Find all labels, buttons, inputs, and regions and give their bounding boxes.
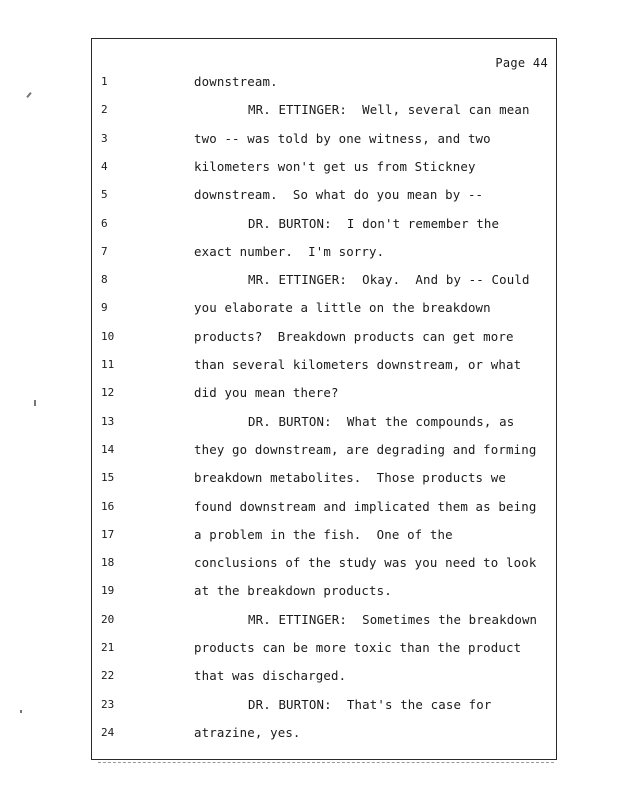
line-text: products? Breakdown products can get more xyxy=(194,328,514,344)
line-text: they go downstream, are degrading and forming xyxy=(194,441,537,457)
line-number: 13 xyxy=(101,414,115,428)
line-number: 20 xyxy=(101,612,115,626)
line-number: 10 xyxy=(101,329,115,343)
transcript-line xyxy=(92,440,556,460)
line-number: 15 xyxy=(101,471,115,485)
line-text: two -- was told by one witness, and two xyxy=(194,130,491,146)
line-text: breakdown metabolites. Those products we xyxy=(194,470,507,486)
line-text: at the breakdown products. xyxy=(194,583,392,599)
line-text: found downstream and implicated them as being xyxy=(194,498,537,514)
line-number: 14 xyxy=(101,442,115,456)
transcript-line xyxy=(92,157,556,177)
line-text: MR. ETTINGER: Sometimes the breakdown xyxy=(248,611,538,627)
scan-speckle xyxy=(20,710,22,713)
transcript-line xyxy=(92,298,556,318)
line-text: you elaborate a little on the breakdown xyxy=(194,300,491,316)
line-text: DR. BURTON: What the compounds, as xyxy=(248,413,515,429)
line-number: 7 xyxy=(101,244,108,258)
transcript-line xyxy=(92,666,556,686)
transcript-page xyxy=(91,38,557,760)
line-number: 21 xyxy=(101,641,115,654)
line-number: 2 xyxy=(101,103,108,117)
line-text: DR. BURTON: I don't remember the xyxy=(248,215,500,231)
transcript-line xyxy=(92,553,556,573)
transcript-line xyxy=(92,185,556,205)
line-text: downstream. xyxy=(194,74,278,89)
line-number: 5 xyxy=(101,188,108,202)
line-text: downstream. So what do you mean by -- xyxy=(194,187,484,203)
line-number: 4 xyxy=(101,159,108,173)
line-text: that was discharged. xyxy=(194,668,347,684)
line-number: 9 xyxy=(101,301,108,315)
scan-speckle xyxy=(26,92,31,98)
transcript-line xyxy=(92,581,556,601)
line-number: 8 xyxy=(101,273,108,287)
line-number: 3 xyxy=(101,131,108,145)
line-number: 12 xyxy=(101,386,115,400)
transcript-line xyxy=(92,242,556,262)
line-number: 16 xyxy=(101,499,115,513)
line-text: exact number. I'm sorry. xyxy=(194,243,385,259)
transcript-line xyxy=(92,525,556,545)
line-text: kilometers won't get us from Stickney xyxy=(194,158,476,174)
line-number: 23 xyxy=(101,697,115,711)
transcript-line xyxy=(92,383,556,403)
transcript-line xyxy=(92,214,556,234)
line-text: conclusions of the study was you need to look xyxy=(194,555,537,571)
line-text: atrazine, yes. xyxy=(194,724,301,740)
transcript-line xyxy=(92,270,556,290)
transcript-line xyxy=(92,129,556,149)
line-text: did you mean there? xyxy=(194,385,339,401)
scan-speckle xyxy=(34,400,36,406)
line-number: 17 xyxy=(101,527,115,541)
line-text: MR. ETTINGER: Well, several can mean xyxy=(248,102,530,118)
line-number: 19 xyxy=(101,584,115,598)
scan-bottom-rule xyxy=(98,762,554,764)
transcript-line xyxy=(92,100,556,120)
line-text: MR. ETTINGER: Okay. And by -- Could xyxy=(248,272,530,288)
transcript-line xyxy=(92,468,556,488)
transcript-line xyxy=(92,355,556,375)
line-number: 24 xyxy=(101,725,115,739)
transcript-line xyxy=(92,412,556,432)
transcript-line xyxy=(92,610,556,630)
line-text: products can be more toxic than the product xyxy=(194,640,522,655)
line-number: 22 xyxy=(101,669,115,683)
transcript-line xyxy=(92,327,556,347)
line-number: 11 xyxy=(101,358,115,371)
line-text: DR. BURTON: That's the case for xyxy=(248,696,492,712)
page-number: Page 44 xyxy=(495,56,548,70)
transcript-line xyxy=(92,723,556,743)
line-text: than several kilometers downstream, or what xyxy=(194,357,522,372)
transcript-line xyxy=(92,638,556,658)
transcript-line xyxy=(92,497,556,517)
line-number: 18 xyxy=(101,556,115,570)
line-number: 1 xyxy=(101,75,108,88)
transcript-line xyxy=(92,72,556,92)
transcript-line xyxy=(92,695,556,715)
line-number: 6 xyxy=(101,216,108,230)
line-text: a problem in the fish. One of the xyxy=(194,526,453,542)
